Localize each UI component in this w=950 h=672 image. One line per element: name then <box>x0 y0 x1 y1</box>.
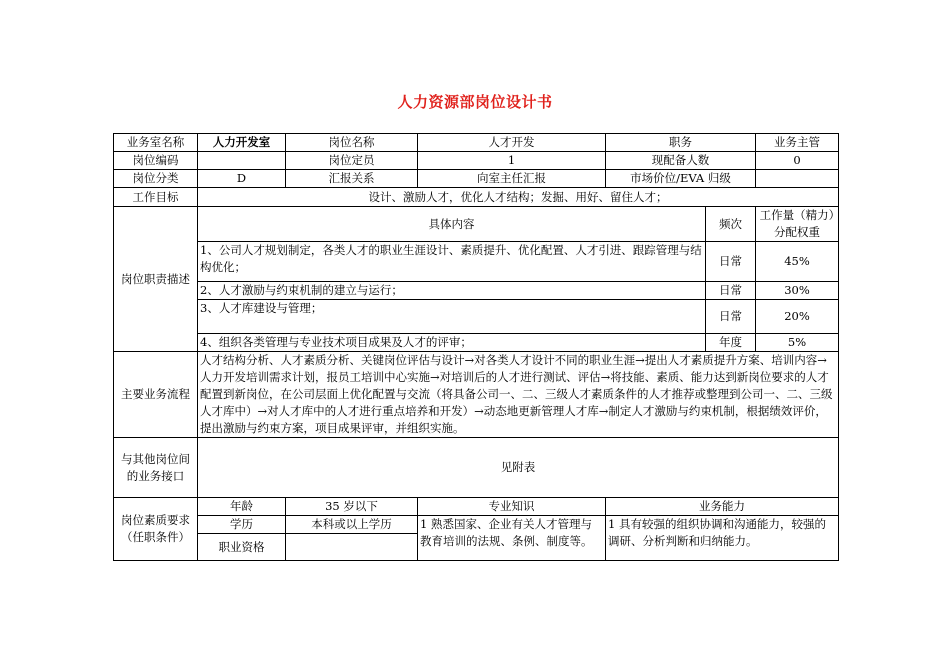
duty-content-header: 具体内容 <box>198 207 706 242</box>
staff-value: 0 <box>756 152 839 170</box>
document-title: 人力资源部岗位设计书 <box>397 93 553 111</box>
duty-weight: 45% <box>756 242 839 282</box>
age-value: 35 岁以下 <box>286 498 418 516</box>
duty-content: 3、人才库建设与管理； <box>198 300 706 334</box>
goal-label: 工作目标 <box>114 188 198 207</box>
duty-weight: 30% <box>756 282 839 300</box>
dept-value: 人力开发室 <box>198 134 286 152</box>
duty-row <box>114 282 839 300</box>
eva-value <box>756 170 839 188</box>
qualify-label: 岗位素质要求（任职条件） <box>114 498 198 561</box>
duty-label: 职务 <box>606 134 756 152</box>
process-value: 人才结构分析、人才素质分析、关键岗位评估与设计→对各类人才设计不同的职业生涯→提出人才素质提升方案、培训内容→人力开发培训需求计划，报员工培训中心实施→对培训后的人才进行测试、评估→将技能、素质、能力达到新岗位要求的人才配置到新岗位，在公司层面上优化配置与交流（将具备公司一、二、三级人才素质条件的人才推荐或整理到公司一、二、三级人才库中）→对人才库中的人才进行重点培养和开发）→动态地更新管理人才库→制定人才激励与约束机制，根据绩效评价，提出激励与约束方案，项目成果评审，并组织实施。 <box>198 352 839 438</box>
code-value <box>198 152 286 170</box>
duty-freq-header: 频次 <box>706 207 756 242</box>
ability-value: 1 具有较强的组织协调和沟通能力，较强的调研、分析判断和归纳能力。 <box>606 516 839 561</box>
row-edu <box>114 516 839 534</box>
row-duty-header <box>114 207 839 242</box>
goal-value: 设计、激励人才，优化人才结构；发掘、用好、留住人才； <box>198 188 839 207</box>
quota-label: 岗位定员 <box>286 152 418 170</box>
position-name-label: 岗位名称 <box>286 134 418 152</box>
duty-content: 1、公司人才规划制定，各类人才的职业生涯设计、素质提升、优化配置、人才引进、跟踪管理与结构优化； <box>198 242 706 282</box>
dept-label: 业务室名称 <box>114 134 198 152</box>
row-class <box>114 170 839 188</box>
staff-label: 现配备人数 <box>606 152 756 170</box>
cert-label: 职业资格 <box>198 534 286 561</box>
knowledge-value: 1 熟悉国家、企业有关人才管理与教育培训的法规、条例、制度等。 <box>418 516 606 561</box>
class-label: 岗位分类 <box>114 170 198 188</box>
report-label: 汇报关系 <box>286 170 418 188</box>
duty-freq: 日常 <box>706 300 756 334</box>
code-label: 岗位编码 <box>114 152 198 170</box>
duty-freq: 日常 <box>706 282 756 300</box>
duty-row <box>114 334 839 352</box>
ability-label: 业务能力 <box>606 498 839 516</box>
duty-freq: 日常 <box>706 242 756 282</box>
duty-weight-header: 工作量（精力）分配权重 <box>756 207 839 242</box>
row-dept <box>114 134 839 152</box>
row-code <box>114 152 839 170</box>
interface-value: 见附表 <box>198 438 839 498</box>
duty-content: 4、组织各类管理与专业技术项目成果及人才的评审； <box>198 334 706 352</box>
duty-value: 业务主管 <box>756 134 839 152</box>
position-design-table <box>113 133 839 561</box>
eva-label: 市场价位/EVA 归级 <box>606 170 756 188</box>
duty-freq: 年度 <box>706 334 756 352</box>
report-value: 向室主任汇报 <box>418 170 606 188</box>
row-process <box>114 352 839 438</box>
duty-content: 2、人才激励与约束机制的建立与运行； <box>198 282 706 300</box>
interface-label: 与其他岗位间的业务接口 <box>114 438 198 498</box>
duty-weight: 5% <box>756 334 839 352</box>
duties-label: 岗位职责描述 <box>114 207 198 352</box>
quota-value: 1 <box>418 152 606 170</box>
position-name-value: 人才开发 <box>418 134 606 152</box>
duty-row <box>114 242 839 282</box>
row-age <box>114 498 839 516</box>
class-value: D <box>198 170 286 188</box>
age-label: 年龄 <box>198 498 286 516</box>
edu-label: 学历 <box>198 516 286 534</box>
knowledge-label: 专业知识 <box>418 498 606 516</box>
duty-row <box>114 300 839 334</box>
edu-value: 本科或以上学历 <box>286 516 418 534</box>
cert-value <box>286 534 418 561</box>
duty-weight: 20% <box>756 300 839 334</box>
process-label: 主要业务流程 <box>114 352 198 438</box>
row-interface <box>114 438 839 498</box>
row-goal <box>114 188 839 207</box>
